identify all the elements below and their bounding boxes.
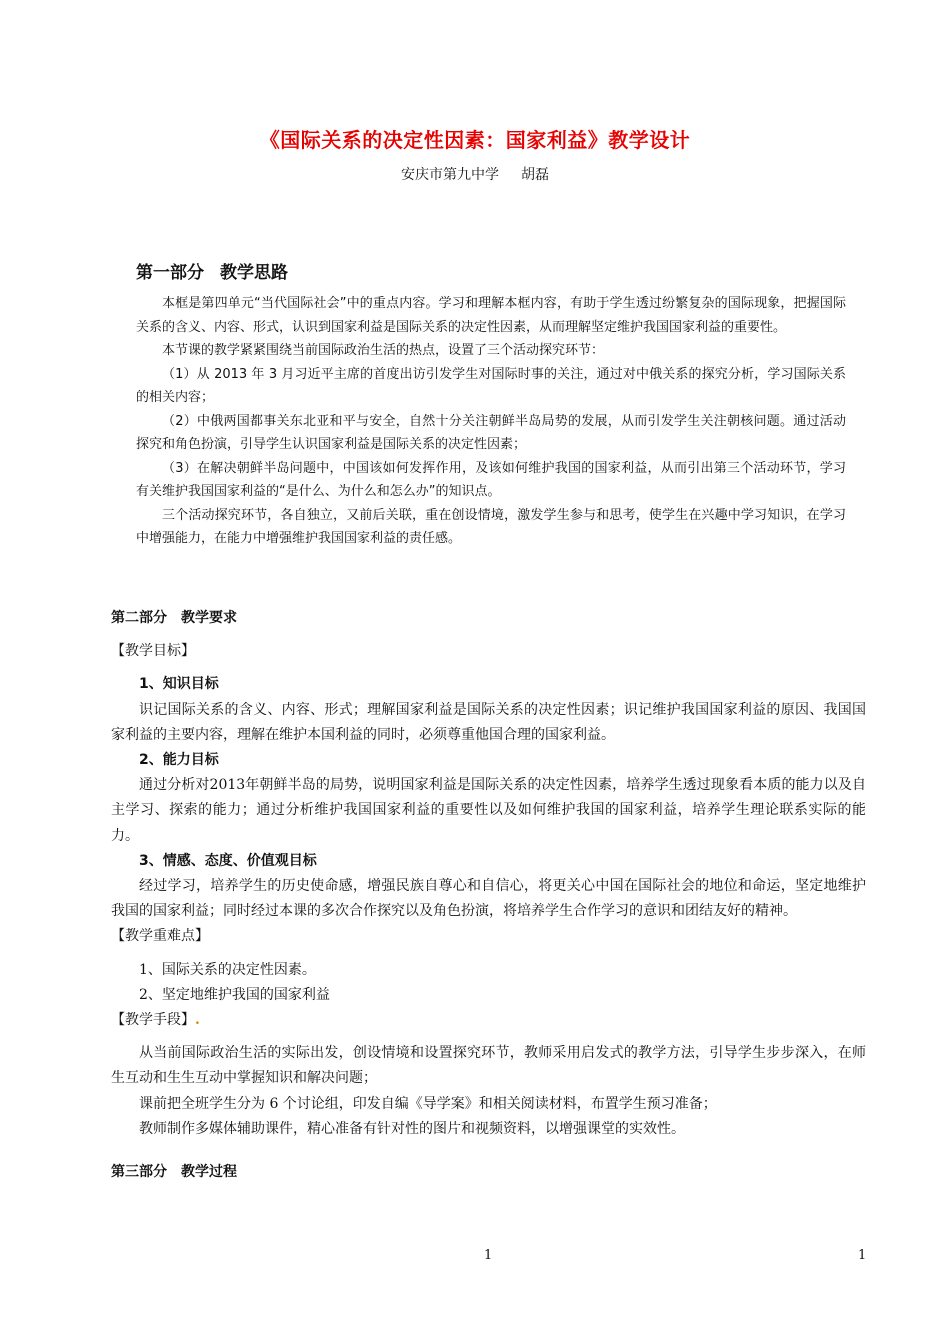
means-paragraph: 课前把全班学生分为 6 个讨论组，印发自编《导学案》和相关阅读材料，布置学生预习准备； [139,1095,717,1112]
part3-name: 教学过程 [181,1164,237,1181]
goal1-title: 1、知识目标 [139,676,219,693]
part3-label: 第三部分 [111,1164,167,1181]
school-name: 安庆市第九中学 [401,167,499,183]
part1-label: 第一部分 [136,263,204,283]
page-number-center: 1 [484,1248,493,1263]
means-heading-text: 【教学手段】 [111,1012,195,1029]
part2-heading [111,606,866,631]
part3-heading [111,1160,866,1185]
part1-paragraph: （3）在解决朝鲜半岛问题中，中国该如何发挥作用，及该如何维护我国的国家利益，从而引出第三个活动环节，学习有关维护我国国家利益的“是什么、为什么和怎么办”的知识点。 [136,460,846,499]
keypoints-heading: 【教学重难点】 [111,928,209,945]
part1-heading [136,258,288,283]
author-line [0,164,950,184]
part1-paragraph: （1）从 2013 年 3 月习近平主席的首度出访引发学生对国际时事的关注，通过对中俄关系的探究分析，学习国际关系的相关内容； [136,366,846,405]
goal1-text: 识记国际关系的含义、内容、形式；理解国家利益是国际关系的决定性因素；识记维护我国国家利益的原因、我国国家利益的主要内容，理解在维护本国利益的同时，必须尊重他国合理的国家利益。 [111,701,866,743]
keypoint-item: 2、坚定地维护我国的国家利益 [139,986,330,1003]
means-paragraph: 从当前国际政治生活的实际出发，创设情境和设置探究环节，教师采用启发式的教学方法，引导学生步步深入，在师生互动和生生互动中掌握知识和解决问题； [111,1045,866,1087]
teaching-means-heading [111,1008,866,1033]
means-mark: . [195,1012,200,1029]
part1-paragraph: 本节课的教学紧紧围绕当前国际政治生活的热点，设置了三个活动探究环节： [162,343,605,358]
page-number-right: 1 [858,1248,867,1263]
part1-name: 教学思路 [220,263,288,283]
keypoint-item: 1、国际关系的决定性因素。 [139,961,316,978]
part1-paragraph: （2）中俄两国都事关东北亚和平与安全，自然十分关注朝鲜半岛局势的发展，从而引发学生关注朝核问题。通过活动探究和角色扮演，引导学生认识国家利益是国际关系的决定性因素； [136,413,846,452]
goal3-title: 3、情感、态度、价值观目标 [139,852,317,869]
part1-body [136,292,846,551]
part2-name: 教学要求 [181,610,237,626]
main-body [111,606,866,1185]
part1-paragraph: 本框是第四单元“当代国际社会”中的重点内容。学习和理解本框内容，有助于学生透过纷繁复杂的国际现象，把握国际关系的含义、内容、形式，认识到国家利益是国际关系的决定性因素，从而理解坚定维护我国国家利益的重要性。 [136,296,846,335]
means-paragraph: 教师制作多媒体辅助课件，精心准备有针对性的图片和视频资料，以增强课堂的实效性。 [139,1120,685,1137]
part2-label: 第二部分 [111,610,167,626]
goal2-title: 2、能力目标 [139,752,219,769]
teaching-goals-heading: 【教学目标】 [111,643,195,660]
author-name: 胡磊 [521,167,549,183]
document-title: 《国际关系的决定性因素：国家利益》教学设计 [259,128,691,152]
goal2-text: 通过分析对2013年朝鲜半岛的局势，说明国家利益是国际关系的决定性因素，培养学生透过现象看本质的能力以及自主学习、探索的能力；通过分析维护我国国家利益的重要性以及如何维护我国的国家利益，培养学生理论联系实际的能力。 [111,777,866,844]
part1-paragraph: 三个活动探究环节，各自独立，又前后关联，重在创设情境，激发学生参与和思考，使学生在兴趣中学习知识，在学习中增强能力，在能力中增强维护我国国家利益的责任感。 [136,507,846,546]
goal3-text: 经过学习，培养学生的历史使命感，增强民族自尊心和自信心，将更关心中国在国际社会的地位和命运，坚定地维护我国的国家利益；同时经过本课的多次合作探究以及角色扮演，将培养学生合作学习的意识和团结友好的精神。 [111,878,866,920]
